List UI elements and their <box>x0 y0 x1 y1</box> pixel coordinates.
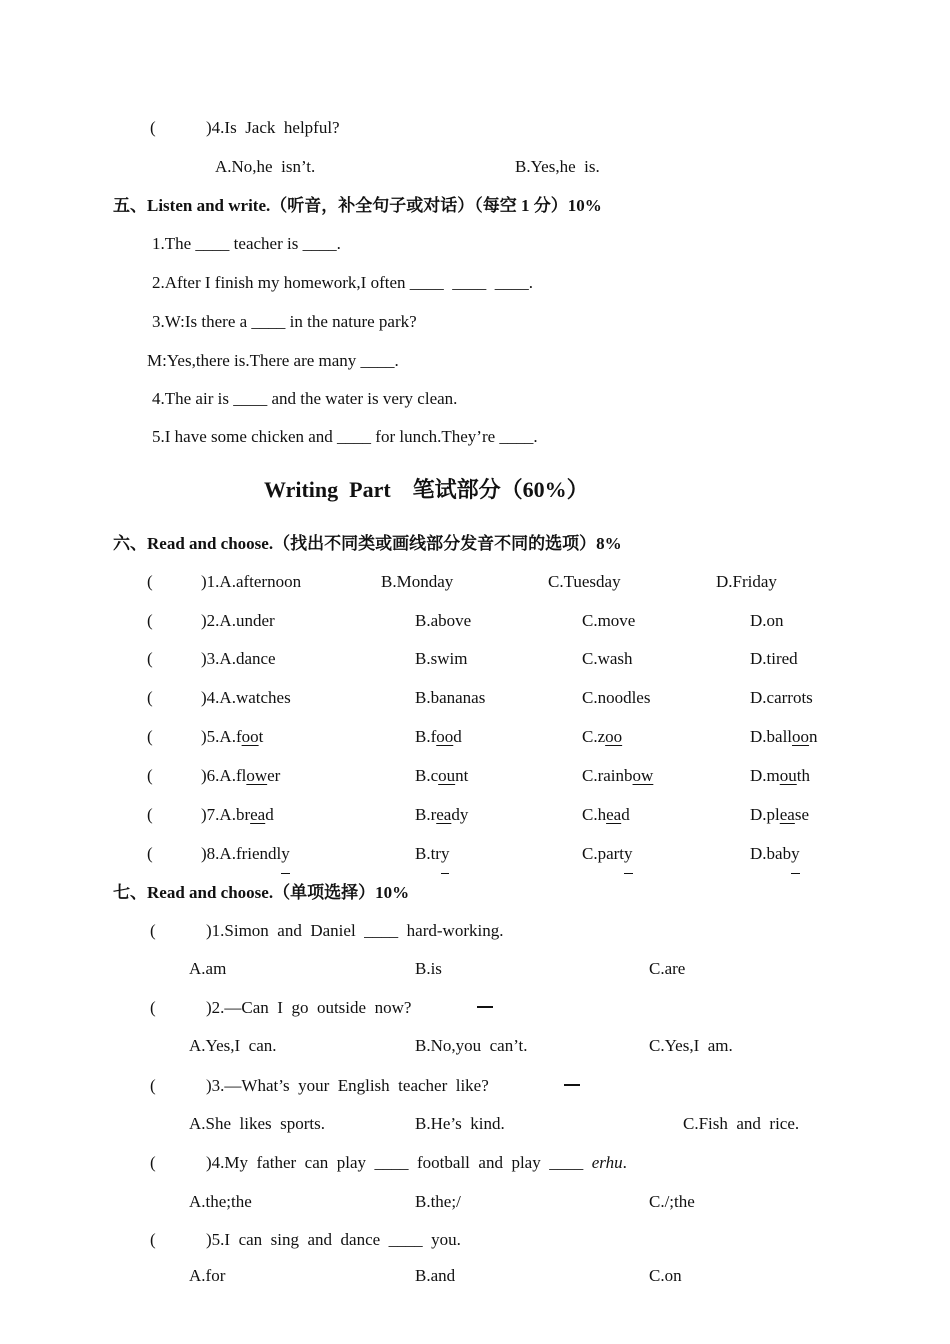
option-d: D.baby <box>750 844 800 863</box>
fill-line: 3.W:Is there a ____ in the nature park? <box>152 312 417 331</box>
question-stem: )3.—What’s your English teacher like? <box>206 1076 489 1095</box>
option-a: A.am <box>189 959 227 978</box>
option-a: A.Yes,I can. <box>189 1036 277 1055</box>
section-heading-7: 七、Read and choose.（单项选择）10% <box>113 883 410 902</box>
option-c: C.Fish and rice. <box>683 1114 800 1133</box>
option-c: C.noodles <box>582 688 651 707</box>
option-c: C.Tuesday <box>548 572 621 591</box>
option-a: )5.A.foot <box>201 727 264 746</box>
option-d: D.mouth <box>750 766 810 785</box>
option-a: )6.A.flower <box>201 766 281 785</box>
option-a: )2.A.under <box>201 611 275 630</box>
option-a: A.She likes sports. <box>189 1114 325 1133</box>
option-b: B.the;/ <box>415 1192 461 1211</box>
option-a: A.for <box>189 1266 226 1285</box>
option-b: B.Yes,he is. <box>515 157 600 176</box>
paren[interactable]: ( <box>150 1230 156 1249</box>
fill-line: 2.After I finish my homework,I often ____ ____ ____. <box>152 273 534 292</box>
option-c: C.rainbow <box>582 766 654 785</box>
paren[interactable]: ( <box>150 1076 156 1095</box>
paren[interactable]: ( <box>147 805 153 824</box>
option-a: A.the;the <box>189 1192 252 1211</box>
fill-line: M:Yes,there is.There are many ____. <box>147 351 399 370</box>
option-c: C.are <box>649 959 686 978</box>
option-b: B.and <box>415 1266 456 1285</box>
option-b: B.count <box>415 766 469 785</box>
paren[interactable]: ( <box>147 611 153 630</box>
option-d: D.on <box>750 611 784 630</box>
writing-part-title: Writing Part 笔试部分（60%） <box>264 477 589 502</box>
option-a: )4.A.watches <box>201 688 291 707</box>
option-a: )1.A.afternoon <box>201 572 302 591</box>
question-stem: )1.Simon and Daniel ____ hard-working. <box>206 921 504 940</box>
paren[interactable]: ( <box>150 998 156 1017</box>
option-b: B.ready <box>415 805 469 824</box>
fill-line: 1.The ____ teacher is ____. <box>152 234 341 253</box>
paren[interactable]: ( <box>150 118 156 137</box>
paren[interactable]: ( <box>147 727 153 746</box>
option-c: C.head <box>582 805 630 824</box>
paren[interactable]: ( <box>150 1153 156 1172</box>
option-b: B.above <box>415 611 472 630</box>
paren[interactable]: ( <box>147 688 153 707</box>
option-b: B.swim <box>415 649 468 668</box>
option-b: B.bananas <box>415 688 486 707</box>
option-b: B.No,you can’t. <box>415 1036 528 1055</box>
paren[interactable]: ( <box>147 649 153 668</box>
option-b: B.try <box>415 844 450 863</box>
question-stem: )4.Is Jack helpful? <box>206 118 340 137</box>
option-b: B.He’s kind. <box>415 1114 505 1133</box>
section-heading-5: 五、Listen and write.（听音，补全句子或对话）（每空 1 分）10% <box>113 196 602 215</box>
section-heading-6: 六、Read and choose.（找出不同类或画线部分发音不同的选项）8% <box>113 534 622 553</box>
option-d: D.balloon <box>750 727 818 746</box>
option-d: D.tired <box>750 649 798 668</box>
question-stem: )2.—Can I go outside now? <box>206 998 412 1017</box>
option-d: D.carrots <box>750 688 813 707</box>
paren[interactable]: ( <box>147 844 153 863</box>
option-d: D.Friday <box>716 572 777 591</box>
fill-line: 5.I have some chicken and ____ for lunch.They’re ____. <box>152 427 538 446</box>
option-a: A.No,he isn’t. <box>215 157 316 176</box>
paren[interactable]: ( <box>147 572 153 591</box>
fill-line: 4.The air is ____ and the water is very clean. <box>152 389 458 408</box>
option-b: B.food <box>415 727 462 746</box>
answer-dash <box>477 1006 493 1008</box>
option-c: C.wash <box>582 649 633 668</box>
option-a: )8.A.friendly <box>201 844 290 863</box>
question-stem: )5.I can sing and dance ____ you. <box>206 1230 461 1249</box>
option-c: C.move <box>582 611 636 630</box>
answer-dash <box>564 1084 580 1086</box>
paren[interactable]: ( <box>150 921 156 940</box>
option-c: C.party <box>582 844 633 863</box>
question-stem: )4.My father can play ____ football and play ____ erhu. <box>206 1153 627 1172</box>
option-b: B.is <box>415 959 442 978</box>
option-a: )3.A.dance <box>201 649 276 668</box>
option-c: C.Yes,I am. <box>649 1036 733 1055</box>
option-c: C.zoo <box>582 727 623 746</box>
option-d: D.please <box>750 805 810 824</box>
option-b: B.Monday <box>381 572 454 591</box>
option-c: C./;the <box>649 1192 695 1211</box>
paren[interactable]: ( <box>147 766 153 785</box>
option-a: )7.A.bread <box>201 805 274 824</box>
option-c: C.on <box>649 1266 682 1285</box>
